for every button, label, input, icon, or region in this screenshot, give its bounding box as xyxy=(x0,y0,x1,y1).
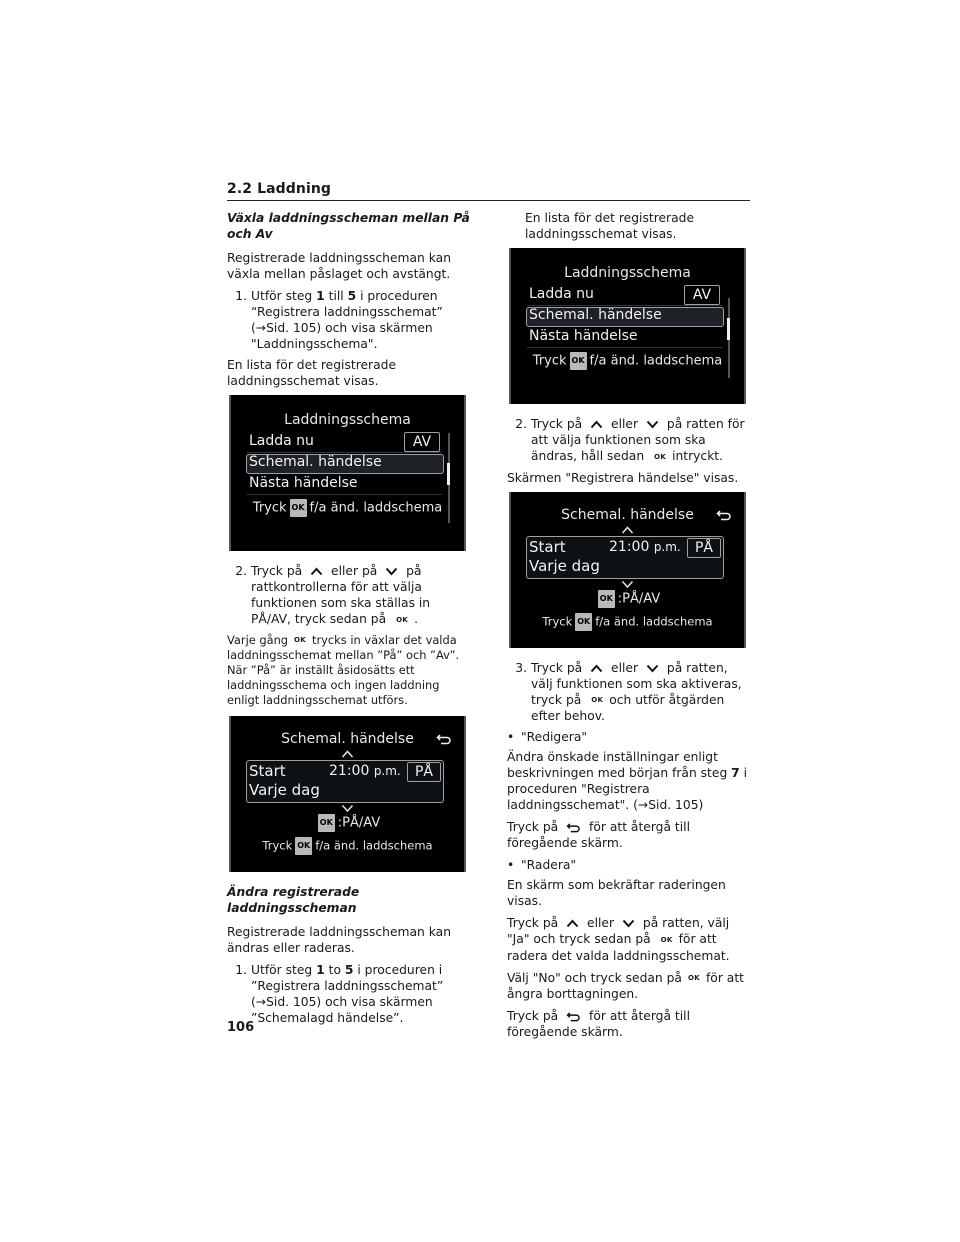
heading-change-schedules: Ändra registrerade laddningsscheman xyxy=(227,884,360,915)
section-title: 2.2 Laddning xyxy=(227,181,332,197)
list-item-nasta-handelse: Nästa händelse xyxy=(529,328,638,344)
chevron-down-icon xyxy=(646,420,659,429)
radera-back: Tryck på för att återgå till föregående skärm. xyxy=(507,1009,691,1039)
onoff-hint: OK :PÅ/AV xyxy=(319,815,381,830)
chevron-down-icon xyxy=(622,919,635,928)
list-item-schemal-handelse: Schemal. händelse xyxy=(249,454,382,470)
scrollbar-thumb xyxy=(447,463,450,485)
chevron-down-icon xyxy=(341,804,354,812)
chevron-down-icon xyxy=(385,567,398,576)
heading-toggle-schedules: Växla laddningsscheman mellan På och Av xyxy=(227,211,470,241)
screen-title: Laddningsschema xyxy=(564,265,691,281)
step-2-note: Varje gång OK trycks in växlar det valda laddningsschemat mellan ”På” och ”Av”. När ”På” är inställt åsidosätts ett laddningsschema och ingen laddning enligt laddningsschemat utförs. xyxy=(227,632,460,707)
ok-icon: OK xyxy=(396,615,409,624)
ok-icon: OK xyxy=(294,635,307,644)
status-badge-av: AV xyxy=(404,432,440,452)
screen-footer: Tryck OK f/a änd. laddschema xyxy=(511,613,744,631)
ok-icon: OK xyxy=(290,499,307,517)
bullet-radera: • "Radera" xyxy=(507,858,577,872)
screen-charging-schedule-list xyxy=(229,395,466,551)
radera-text: En skärm som bekräftar raderingen visas. xyxy=(507,878,726,908)
chevron-up-icon xyxy=(341,750,354,758)
ok-icon: OK xyxy=(575,613,592,631)
event-start-label: Start xyxy=(249,761,286,780)
screen-title: Laddningsschema xyxy=(284,412,411,428)
radera-cancel: Välj "No" och tryck sedan på OK för att ångra borttagningen. xyxy=(507,970,744,1001)
event-time: 21:00 p.m. xyxy=(609,538,681,555)
back-arrow-icon xyxy=(566,1011,581,1022)
list-item-ladda-nu: Ladda nu xyxy=(249,433,314,449)
step-2-right-note: Skärmen "Registrera händelse" visas. xyxy=(507,470,739,485)
divider xyxy=(527,347,722,348)
chevron-up-icon xyxy=(310,567,323,576)
chevron-up-icon xyxy=(621,526,634,534)
status-badge-pa: PÅ xyxy=(687,538,721,558)
redigera-back: Tryck på för att återgå till föregående skärm. xyxy=(507,820,691,850)
chevron-up-icon xyxy=(590,664,603,673)
ok-icon: OK xyxy=(687,974,700,982)
chevron-up-icon xyxy=(590,420,603,429)
event-time: 21:00 p.m. xyxy=(329,762,401,779)
radera-select: Tryck på eller på ratten, välj "Ja" och tryck sedan på OK för att radera det valda laddningsschemat. xyxy=(507,916,730,963)
event-start-label: Start xyxy=(529,537,566,556)
screen-footer: Tryck OK f/a änd. laddschema xyxy=(231,837,464,855)
intro-change: Registrerade laddningsscheman kan ändras eller raderas. xyxy=(227,924,451,955)
chevron-down-icon xyxy=(646,664,659,673)
step-1-note: En lista för det registrerade laddningsschemat visas. xyxy=(227,358,397,388)
back-arrow-icon xyxy=(716,509,732,521)
scrollbar-thumb xyxy=(727,318,730,340)
step-2: 2. Tryck på eller på på rattkontrollerna för att välja funktionen som ska ställas in PÅ/AV, tryck sedan på OK . xyxy=(235,564,431,626)
right-column xyxy=(507,210,752,1046)
divider xyxy=(247,494,442,495)
step-2-right: 2. Tryck på eller på ratten för att välja funktionen som ska ändras, håll sedan OK intryckt. xyxy=(515,417,745,463)
chevron-up-icon xyxy=(566,919,579,928)
list-item-nasta-handelse: Nästa händelse xyxy=(249,475,358,491)
ok-icon: OK xyxy=(654,452,667,461)
list-item-ladda-nu: Ladda nu xyxy=(529,286,594,302)
onoff-hint: OK :PÅ/AV xyxy=(599,591,661,606)
event-repeat: Varje dag xyxy=(529,556,600,575)
divider xyxy=(527,305,722,306)
status-badge-av: AV xyxy=(684,285,720,305)
right-note-top: En lista för det registrerade laddningsschemat visas. xyxy=(525,211,695,241)
divider xyxy=(247,452,442,453)
left-column xyxy=(227,210,472,1031)
chevron-down-icon xyxy=(621,580,634,588)
event-repeat: Varje dag xyxy=(249,780,320,799)
list-item-schemal-handelse: Schemal. händelse xyxy=(529,307,662,323)
back-arrow-icon xyxy=(436,733,452,745)
screen-title: Schemal. händelse xyxy=(561,506,694,523)
screen-title: Schemal. händelse xyxy=(281,730,414,747)
screen-charging-schedule-list-2 xyxy=(509,248,746,404)
bullet-redigera: • "Redigera" xyxy=(507,730,588,744)
status-badge-pa: PÅ xyxy=(407,762,441,782)
step-1-change: 1. Utför steg 1 to 5 i proceduren i ”Registrera laddningsschemat” (→Sid. 105) och visa skärmen ”Schemalagd händelse”. xyxy=(235,962,444,1025)
intro-toggle: Registrerade laddningsscheman kan växla mellan påslaget och avstängt. xyxy=(227,251,451,281)
page-number: 106 xyxy=(227,1020,255,1035)
section-header xyxy=(227,178,750,201)
back-arrow-icon xyxy=(566,822,581,833)
ok-icon: OK xyxy=(598,590,615,608)
step-1: 1. Utför steg 1 till 5 i proceduren “Registrera laddningsschemat” (→Sid. 105) och visa skärmen "Laddningsschema". xyxy=(235,289,443,351)
screen-scheduled-event-2 xyxy=(509,492,746,648)
ok-icon: OK xyxy=(591,696,604,704)
step-3-right: 3. Tryck på eller på ratten, välj funktionen som ska aktiveras, tryck på OK och utför åtgärden efter behov. xyxy=(515,660,742,723)
screen-footer: Tryck OK f/a änd. laddschema xyxy=(252,500,443,516)
ok-icon: OK xyxy=(660,935,673,944)
screen-scheduled-event xyxy=(229,716,466,872)
ok-icon: OK xyxy=(570,352,587,370)
screen-footer: Tryck OK f/a änd. laddschema xyxy=(532,353,723,369)
redigera-text: Ändra önskade inställningar enligt beskrivningen med början från steg 7 i proceduren "Registrera laddningsschemat". (→Sid. 105) xyxy=(507,750,748,812)
ok-icon: OK xyxy=(318,814,335,832)
ok-icon: OK xyxy=(295,837,312,855)
